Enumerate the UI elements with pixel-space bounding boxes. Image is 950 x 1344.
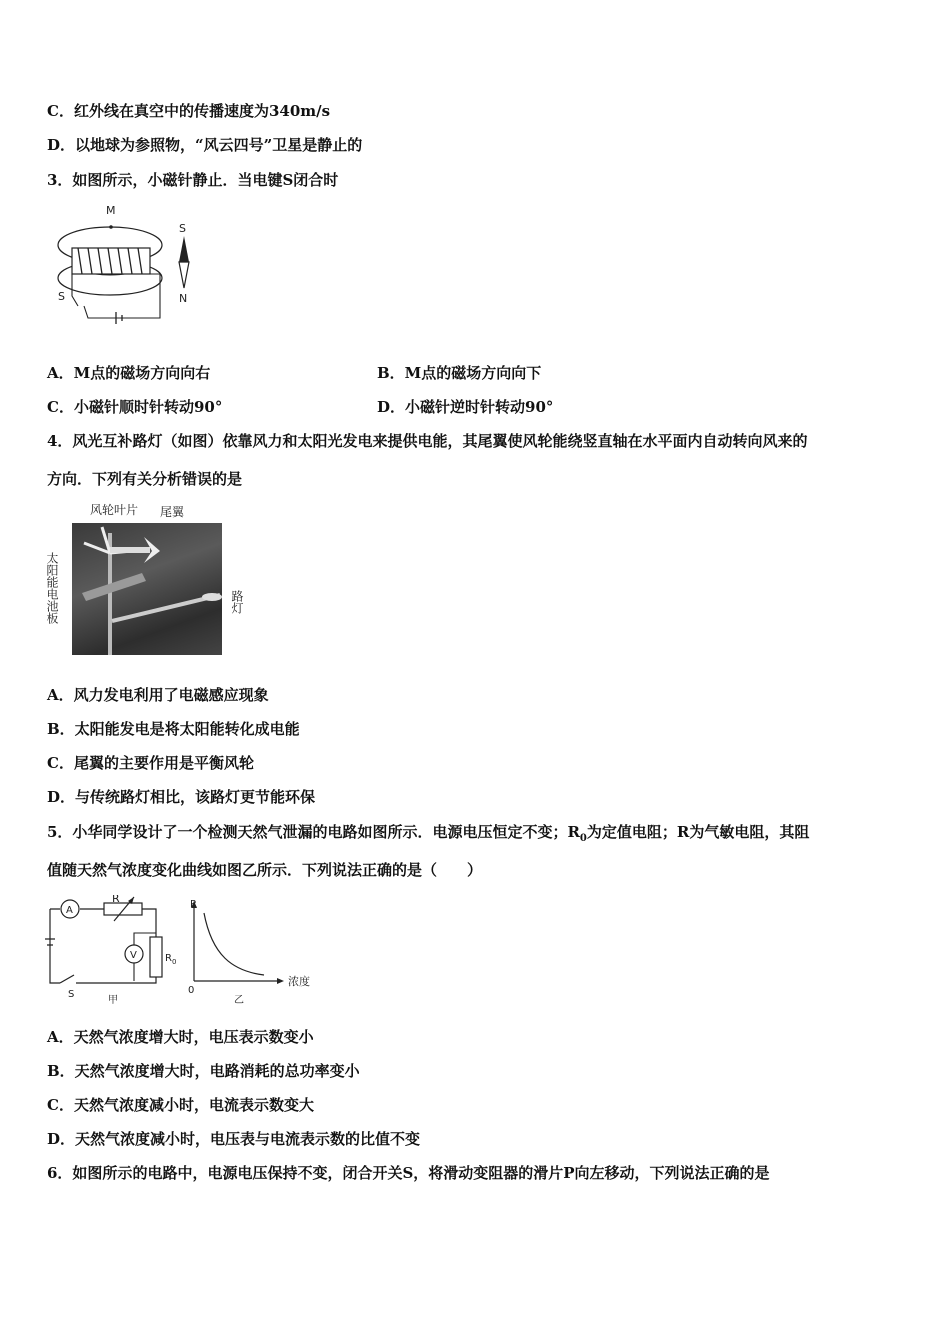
sensor-resistor-label: R <box>112 895 120 905</box>
fixed-resistor-label: R <box>165 953 172 964</box>
point-m-label: M <box>106 204 116 217</box>
q3-option-d: D．小磁针逆时针转动90° <box>377 398 554 416</box>
q4-option-c: C．尾翼的主要作用是平衡风轮 <box>47 754 254 772</box>
q5-stem-subscript: 0 <box>579 833 587 844</box>
q3-option-a: A．M点的磁场方向向右 <box>47 364 211 382</box>
tail-label: 尾翼 <box>160 505 185 519</box>
q5-option-a: A．天然气浓度增大时，电压表示数变小 <box>47 1028 314 1046</box>
q3-option-c: C．小磁针顺时针转动90° <box>47 398 223 416</box>
question-5-stem-line-2: 值随天然气浓度变化曲线如图乙所示．下列说法正确的是（ ） <box>47 861 483 879</box>
question-5-stem-line-1 <box>47 822 809 849</box>
graph-x-axis-label: 浓度 <box>288 975 310 988</box>
blade-label: 风轮叶片 <box>90 503 139 517</box>
q4-option-d: D．与传统路灯相比，该路灯更节能环保 <box>47 788 316 806</box>
question-3-stem: 3．如图所示，小磁针静止．当电键S闭合时 <box>47 171 339 189</box>
circuit-switch-label: S <box>68 989 75 1000</box>
figure-yi-caption: 乙 <box>234 995 244 1006</box>
graph-origin-label: 0 <box>188 985 195 996</box>
q4-label-solar <box>44 552 60 642</box>
q4-label-lamp <box>229 590 245 630</box>
fixed-resistor-subscript: 0 <box>172 958 177 966</box>
figure-jia-caption: 甲 <box>108 995 118 1006</box>
q5-option-b: B．天然气浓度增大时，电路消耗的总功率变小 <box>47 1062 360 1080</box>
voltmeter-label: V <box>130 950 137 961</box>
q4-label-blades <box>90 501 230 519</box>
option-c-infrared: C．红外线在真空中的传播速度为340m/s <box>47 102 331 120</box>
north-pole-label: N <box>179 292 188 305</box>
south-pole-label: S <box>179 222 186 235</box>
q3-option-b: B．M点的磁场方向向下 <box>377 364 542 382</box>
option-d-satellite: D．以地球为参照物，“风云四号”卫星是静止的 <box>47 136 363 154</box>
graph-y-axis-label: R <box>190 899 197 910</box>
q5-option-c: C．天然气浓度减小时，电流表示数变大 <box>47 1096 314 1114</box>
question-4-stem-line-2: 方向．下列有关分析错误的是 <box>47 470 243 488</box>
solar-panel-label: 太阳能电池板 <box>45 552 59 624</box>
ammeter-label: A <box>66 905 73 916</box>
street-lamp-label: 路灯 <box>230 590 244 614</box>
q4-streetlight-photo <box>72 523 222 655</box>
q5-circuit-and-graph <box>42 895 332 1010</box>
q4-option-a: A．风力发电利用了电磁感应现象 <box>47 686 269 704</box>
question-4-stem-line-1: 4．风光互补路灯（如图）依靠风力和太阳光发电来提供电能，其尾翼使风轮能绕竖直轴在水平面内自动转向风来的 <box>47 432 808 450</box>
q4-option-b: B．太阳能发电是将太阳能转化成电能 <box>47 720 300 738</box>
q5-stem-part-1: 5．小华同学设计了一个检测天然气泄漏的电路如图所示．电源电压恒定不变；R <box>47 823 580 841</box>
q5-stem-part-2: 为定值电阻；R为气敏电阻，其阻 <box>586 823 810 841</box>
question-6-stem: 6．如图所示的电路中，电源电压保持不变，闭合开关S，将滑动变阻器的滑片P向左移动，下列说法正确的是 <box>47 1164 770 1182</box>
switch-label: S <box>58 290 65 303</box>
q3-solenoid-figure <box>50 200 210 330</box>
q5-option-d: D．天然气浓度减小时，电压表与电流表示数的比值不变 <box>47 1130 421 1148</box>
